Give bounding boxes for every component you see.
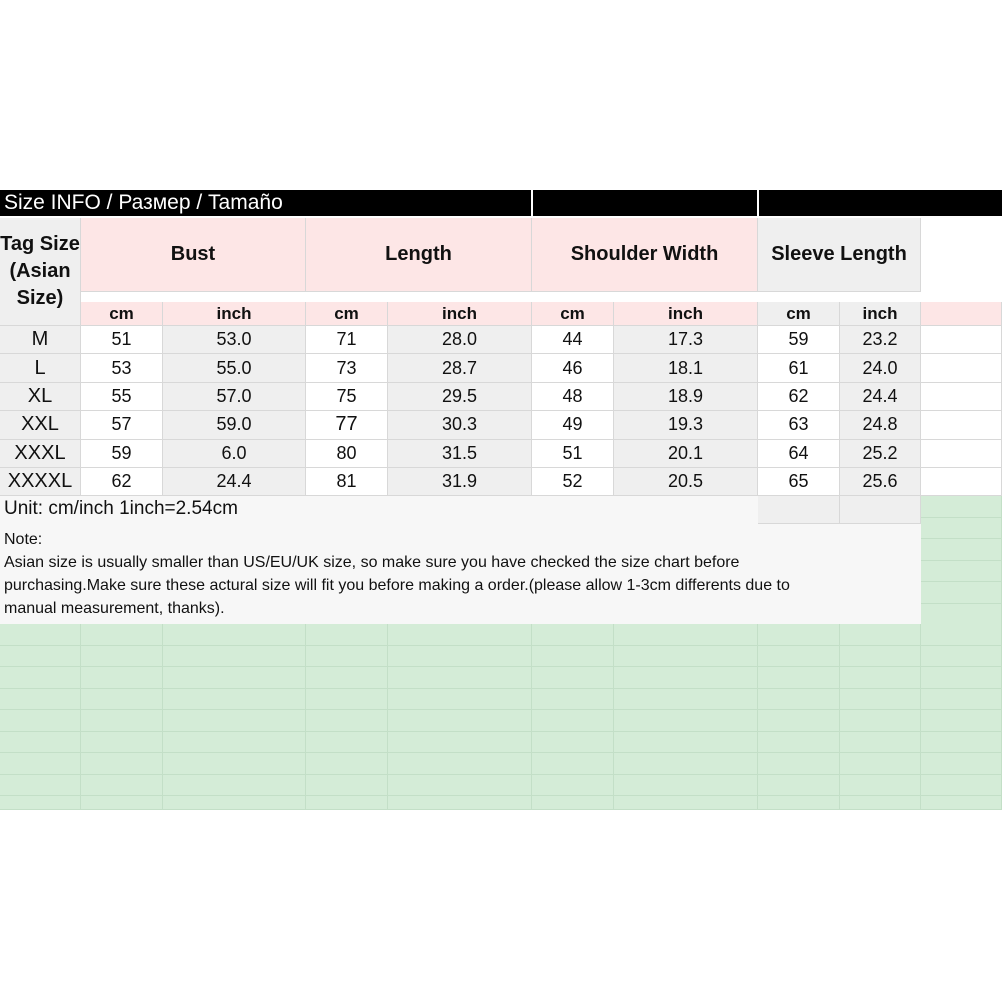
grid-cell — [758, 710, 840, 732]
size-chart-sheet — [0, 190, 1002, 810]
grid-cell — [388, 753, 532, 775]
grid-cell — [532, 646, 614, 668]
grid-cell — [163, 775, 306, 797]
grid-cell — [0, 796, 81, 810]
grid-cell — [388, 775, 532, 797]
size-label: XL — [0, 383, 81, 411]
grid-cell — [758, 689, 840, 711]
sleeve-empty-cell — [758, 496, 840, 524]
grid-cell — [81, 624, 163, 646]
grid-cell — [840, 732, 921, 754]
grid-cell — [921, 646, 1002, 668]
bust-inch-value: 57.0 — [163, 383, 306, 411]
sleeve-cm-value: 64 — [758, 440, 840, 468]
grid-cell — [532, 624, 614, 646]
length-cm-header: cm — [306, 302, 388, 326]
grid-cell — [614, 796, 758, 810]
size-label: M — [0, 326, 81, 354]
grid-cell — [0, 775, 81, 797]
grid-cell — [921, 561, 1002, 583]
shoulder-cm-header: cm — [532, 302, 614, 326]
grid-cell — [81, 775, 163, 797]
shoulder-cm-value: 49 — [532, 411, 614, 439]
shoulder-inch-value: 18.1 — [614, 354, 758, 382]
bust-cm-header: cm — [81, 302, 163, 326]
sleeve-inch-value: 24.8 — [840, 411, 921, 439]
grid-cell — [163, 753, 306, 775]
bust-inch-value: 53.0 — [163, 326, 306, 354]
tag-size-header: Tag Size (Asian Size) — [0, 218, 81, 326]
grid-cell — [758, 646, 840, 668]
grid-cell — [532, 775, 614, 797]
grid-cell — [921, 582, 1002, 604]
grid-cell — [921, 689, 1002, 711]
bust-inch-value: 24.4 — [163, 468, 306, 496]
grid-cell — [0, 624, 81, 646]
bust-cm-value: 51 — [81, 326, 163, 354]
size-note: Note: Asian size is usually smaller than US/EU/UK size, so make sure you have checked the size chart before purchasing.Make sure these actural size will fit you before making a order.(please allow 1-3cm differents due to manual measurement, thanks). — [4, 531, 790, 617]
grid-cell — [388, 667, 532, 689]
grid-cell — [921, 496, 1002, 518]
size-label: XXXXL — [0, 468, 81, 496]
sleeve-cm-value: 61 — [758, 354, 840, 382]
shoulder-cm-value: 51 — [532, 440, 614, 468]
sleeve-inch-value: 24.0 — [840, 354, 921, 382]
length-cm-value: 71 — [306, 326, 388, 354]
grid-cell — [532, 796, 614, 810]
grid-cell — [388, 732, 532, 754]
grid-cell — [614, 646, 758, 668]
bust-cm-value: 59 — [81, 440, 163, 468]
grid-cell — [840, 796, 921, 810]
grid-cell — [0, 753, 81, 775]
grid-cell — [921, 518, 1002, 540]
grid-cell — [614, 667, 758, 689]
grid-cell — [840, 775, 921, 797]
shoulder-inch-value: 18.9 — [614, 383, 758, 411]
length-inch-header: inch — [388, 302, 532, 326]
grid-cell — [758, 796, 840, 810]
grid-cell — [921, 710, 1002, 732]
unit-note: Unit: cm/inch 1inch=2.54cm — [4, 498, 238, 519]
grid-cell — [163, 689, 306, 711]
grid-cell — [0, 710, 81, 732]
length-header: Length — [306, 218, 532, 292]
grid-cell — [921, 796, 1002, 810]
grid-cell — [388, 624, 532, 646]
chart-title: Size INFO / Размер / Tamaño — [0, 190, 531, 216]
grid-cell — [163, 732, 306, 754]
length-inch-value: 31.5 — [388, 440, 532, 468]
empty-cell — [921, 468, 1002, 496]
grid-cell — [532, 710, 614, 732]
sleeve-cm-value: 62 — [758, 383, 840, 411]
sleeve-inch-value: 23.2 — [840, 326, 921, 354]
grid-cell — [921, 753, 1002, 775]
sleeve-inch-value: 24.4 — [840, 383, 921, 411]
grid-cell — [921, 539, 1002, 561]
length-inch-value: 29.5 — [388, 383, 532, 411]
grid-cell — [614, 689, 758, 711]
sleeve-empty-cell — [840, 496, 921, 524]
grid-cell — [81, 646, 163, 668]
shoulder-inch-value: 20.1 — [614, 440, 758, 468]
length-cm-value: 80 — [306, 440, 388, 468]
length-inch-value: 30.3 — [388, 411, 532, 439]
sleeve-cm-value: 63 — [758, 411, 840, 439]
length-cm-value: 81 — [306, 468, 388, 496]
grid-cell — [81, 732, 163, 754]
grid-cell — [306, 710, 388, 732]
shoulder-cm-value: 52 — [532, 468, 614, 496]
bust-cm-value: 53 — [81, 354, 163, 382]
grid-cell — [306, 624, 388, 646]
length-cm-value: 75 — [306, 383, 388, 411]
grid-cell — [306, 753, 388, 775]
grid-cell — [81, 710, 163, 732]
length-inch-value: 28.7 — [388, 354, 532, 382]
bust-cm-value: 62 — [81, 468, 163, 496]
length-inch-value: 28.0 — [388, 326, 532, 354]
grid-cell — [388, 689, 532, 711]
empty-cell — [921, 354, 1002, 382]
length-inch-value: 31.9 — [388, 468, 532, 496]
bust-cm-value: 55 — [81, 383, 163, 411]
grid-cell — [921, 775, 1002, 797]
grid-cell — [306, 732, 388, 754]
grid-cell — [532, 667, 614, 689]
grid-cell — [758, 753, 840, 775]
size-label: XXL — [0, 411, 81, 439]
bust-inch-value: 6.0 — [163, 440, 306, 468]
grid-cell — [840, 753, 921, 775]
sleeve-inch-header: inch — [840, 302, 921, 326]
grid-cell — [0, 646, 81, 668]
grid-cell — [388, 796, 532, 810]
empty-cell — [921, 326, 1002, 354]
grid-cell — [306, 646, 388, 668]
grid-cell — [921, 604, 1002, 626]
sleeve-cm-value: 65 — [758, 468, 840, 496]
grid-cell — [81, 689, 163, 711]
grid-cell — [614, 732, 758, 754]
shoulder-cm-value: 48 — [532, 383, 614, 411]
grid-cell — [614, 624, 758, 646]
grid-cell — [840, 646, 921, 668]
sleeve-cm-header: cm — [758, 302, 840, 326]
grid-cell — [758, 775, 840, 797]
grid-cell — [163, 710, 306, 732]
shoulder-width-header: Shoulder Width — [532, 218, 758, 292]
shoulder-inch-header: inch — [614, 302, 758, 326]
sleeve-inch-value: 25.2 — [840, 440, 921, 468]
bust-header: Bust — [81, 218, 306, 292]
grid-cell — [306, 689, 388, 711]
grid-cell — [81, 753, 163, 775]
grid-cell — [81, 667, 163, 689]
grid-cell — [388, 646, 532, 668]
bust-inch-header: inch — [163, 302, 306, 326]
empty-cell — [921, 383, 1002, 411]
grid-cell — [163, 667, 306, 689]
bust-cm-value: 57 — [81, 411, 163, 439]
empty-cell — [921, 440, 1002, 468]
grid-cell — [758, 667, 840, 689]
grid-cell — [532, 732, 614, 754]
grid-cell — [840, 710, 921, 732]
grid-cell — [840, 624, 921, 646]
size-label: XXXL — [0, 440, 81, 468]
grid-cell — [0, 732, 81, 754]
extra-header-cell — [921, 302, 1002, 326]
grid-cell — [163, 624, 306, 646]
grid-cell — [532, 753, 614, 775]
size-label: L — [0, 354, 81, 382]
grid-cell — [758, 732, 840, 754]
grid-cell — [614, 753, 758, 775]
grid-cell — [163, 646, 306, 668]
grid-cell — [921, 732, 1002, 754]
grid-cell — [306, 667, 388, 689]
grid-cell — [0, 689, 81, 711]
grid-cell — [840, 667, 921, 689]
grid-cell — [388, 710, 532, 732]
sleeve-inch-value: 25.6 — [840, 468, 921, 496]
length-cm-value: 73 — [306, 354, 388, 382]
grid-cell — [0, 667, 81, 689]
grid-cell — [614, 775, 758, 797]
grid-cell — [163, 796, 306, 810]
shoulder-inch-value: 19.3 — [614, 411, 758, 439]
shoulder-cm-value: 46 — [532, 354, 614, 382]
grid-cell — [921, 667, 1002, 689]
title-bar-segment — [533, 190, 757, 216]
sleeve-cm-value: 59 — [758, 326, 840, 354]
bust-inch-value: 55.0 — [163, 354, 306, 382]
shoulder-inch-value: 20.5 — [614, 468, 758, 496]
length-cm-value: 77 — [306, 411, 388, 439]
grid-cell — [614, 710, 758, 732]
grid-cell — [306, 775, 388, 797]
grid-cell — [306, 796, 388, 810]
bust-inch-value: 59.0 — [163, 411, 306, 439]
sleeve-length-header: Sleeve Length — [758, 218, 921, 292]
grid-cell — [758, 624, 840, 646]
title-bar-segment — [759, 190, 1002, 216]
grid-cell — [840, 689, 921, 711]
empty-cell — [921, 411, 1002, 439]
grid-cell — [81, 796, 163, 810]
shoulder-cm-value: 44 — [532, 326, 614, 354]
grid-cell — [532, 689, 614, 711]
grid-cell — [921, 624, 1002, 646]
shoulder-inch-value: 17.3 — [614, 326, 758, 354]
